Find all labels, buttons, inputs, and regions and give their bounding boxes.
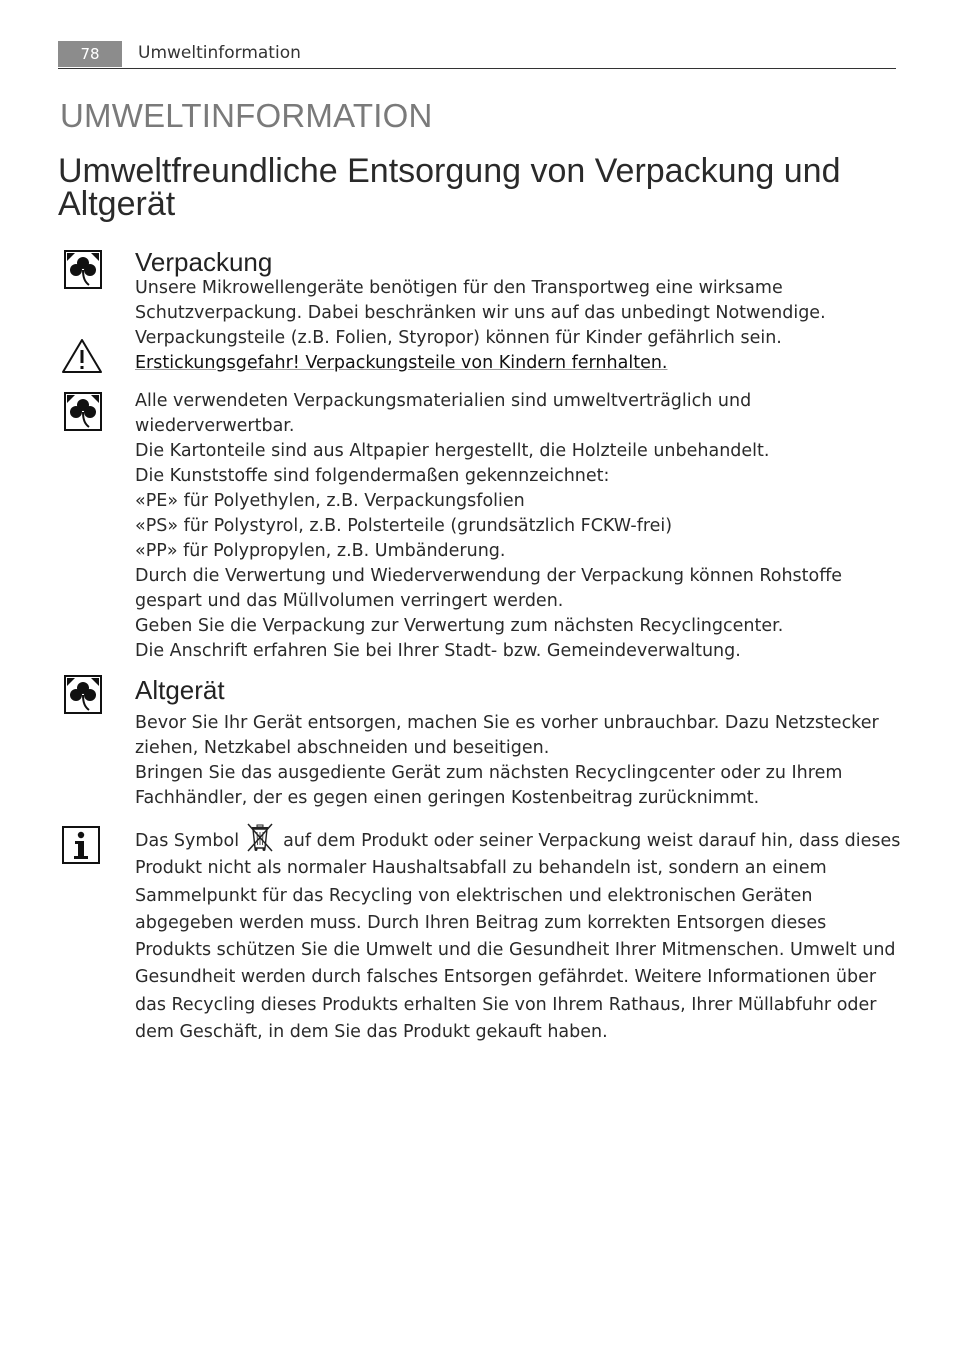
- info-text-after-symbol: auf dem Produkt oder seiner Verpackung weist darauf hin, dass dieses Produkt nicht als normaler Haushaltsabfall zu behandeln ist, sondern an einem Sammelpunkt für das Recycling von elektrischen und elektronischen Geräten abgegeben werden muss. Durch Ihren Beitrag zum korrekten Entsorgen dieses Produkts schützen Sie die Umwelt und die Gesundheit Ihrer Mitmenschen. Umwelt und Gesundheit werden durch falsches Entsorgen gefährdet. Weitere Informationen über das Recycling dieses Produkts erhalten Sie von Ihrem Rathaus, Ihrer Müllabfuhr oder dem Geschäft, in dem Sie das Produkt gekauft haben.: [135, 831, 901, 1043]
- packaging-text: Unsere Mikrowellengeräte benötigen für den Transportweg eine wirksame Schutzverpackung. Dabei beschränken wir uns auf das unbedingt Notwendige. Verpackungsteile (z.B. Folien, Styropor) können für Kinder gefährlich sein.: [135, 278, 826, 348]
- environment-icon: [64, 250, 102, 289]
- running-title: Umweltinformation: [138, 43, 301, 63]
- crossed-out-bin-icon: [245, 822, 275, 852]
- warning-icon: [61, 338, 103, 374]
- header-divider: [58, 68, 896, 69]
- environment-icon: [64, 392, 102, 431]
- packaging-heading: Verpackung: [135, 247, 273, 277]
- warning-text: Erstickungsgefahr! Verpackungsteile von Kindern fernhalten.: [135, 353, 668, 373]
- environment-icon: [64, 675, 102, 714]
- info-text-before-symbol: Das Symbol: [135, 831, 240, 851]
- page-number: 78: [58, 41, 122, 67]
- old-appliance-heading: Altgerät: [135, 675, 225, 705]
- old-appliance-text: Bevor Sie Ihr Gerät entsorgen, machen Sie es vorher unbrauchbar. Dazu Netzstecker ziehen, Netzkabel abschneiden und beseitigen. Bringen Sie das ausgediente Gerät zum nächsten Recyclingcenter oder zu Ihrem Fachhändler, der es gegen einen geringen Kostenbeitrag zurücknimmt.: [135, 713, 879, 808]
- main-heading: Umweltfreundliche Entsorgung von Verpackung und Altgerät: [58, 152, 841, 223]
- info-paragraph: [135, 822, 905, 1046]
- info-icon: [62, 826, 100, 864]
- section-title: UMWELTINFORMATION: [60, 97, 433, 134]
- materials-text: Alle verwendeten Verpackungsmaterialien sind umweltverträglich und wiederverwertbar. Die Kartonteile sind aus Altpapier hergestellt, die Holzteile unbehandelt. Die Kunststoffe sind folgendermaßen gekennzeichnet: «PE» für Polyethylen, z.B. Verpackungsfolien «PS» für Polystyrol, z.B. Polsterteile (grundsätzlich FCKW-frei) «PP» für Polypropylen, z.B. Umbänderung. Durch die Verwertung und Wiederverwendung der Verpackung können Rohstoffe gespart und das Müllvolumen verringert werden. Geben Sie die Verpackung zur Verwertung zum nächsten Recyclingcenter. Die Anschrift erfahren Sie bei Ihrer Stadt- bzw. Gemeindeverwaltung.: [135, 391, 843, 661]
